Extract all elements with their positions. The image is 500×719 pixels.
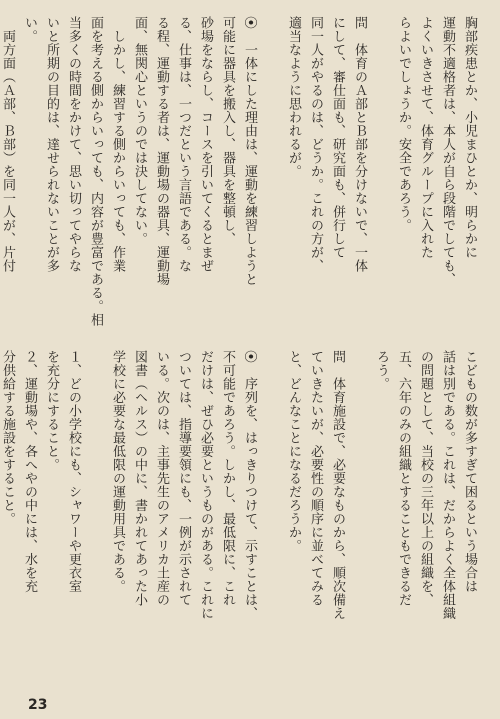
upper-text-block: 胸部疾患とか、小児まひとか、明らかに 運動不適格者は、本人が自ら段階でしても、 よくいきさせて、体育グループに入れた らよいでしょうか。安全であろう。 問 体育のＡ部とＢ部を分けないで、一体 にして、審仕面も、研究面も、併行して 同一人がやるのは、どうか。これの方が、 適当なように思われるが。 ⦿ 一体にした理由は、運動を練習しようと 可能に器具を搬入し、器具を整頓し、 砂場をならし、コースを引いてくるとまぜ る、仕事は、一つだという言語である。な る程、運動する者は、運動場の器具、運動場 面、無関心というのでは決してない。 しかし、練習する側からいっても、作業 面を考える側からいっても、内容が豊富である。相 当多くの時間をかけて、思い切ってやらな いと所期の目的は、達せられないことが多 い。 両方面（Ａ部、Ｂ部）を同一人が、片付 [0, 16, 477, 327]
lower-text-block: こどもの数が多すぎて困るという場合は 話は別である。これは、だからよく全体組織 の問題として、当校の三年以上の組織を、 五、六年のみの組織とすることもできるだ ろう。 問 体育施設で、必要なものから、順次備え ていきたいが、必要性の順序に並べてみる と、どんなことになるだろうか。 ⦿ 序列を、はっきりつけて、示すことは、 不可能であろう。しかし、最低限に、これ だけは、ぜひ必要というものがある。これに ついては、指導要領にも、一例が示されて いる。次のは、主事先生のアメリカ土産の 図書（ヘルス）の中に、書かれてあった小 学校に必要な最低限の運動用具である。 １、どの小学校にも、シャワーや更衣室 を充分にすること。 ２、運動場や、各へやの中には、水を充 分供給する施設をすること。 [0, 350, 477, 620]
page-number: 23 [28, 697, 48, 713]
